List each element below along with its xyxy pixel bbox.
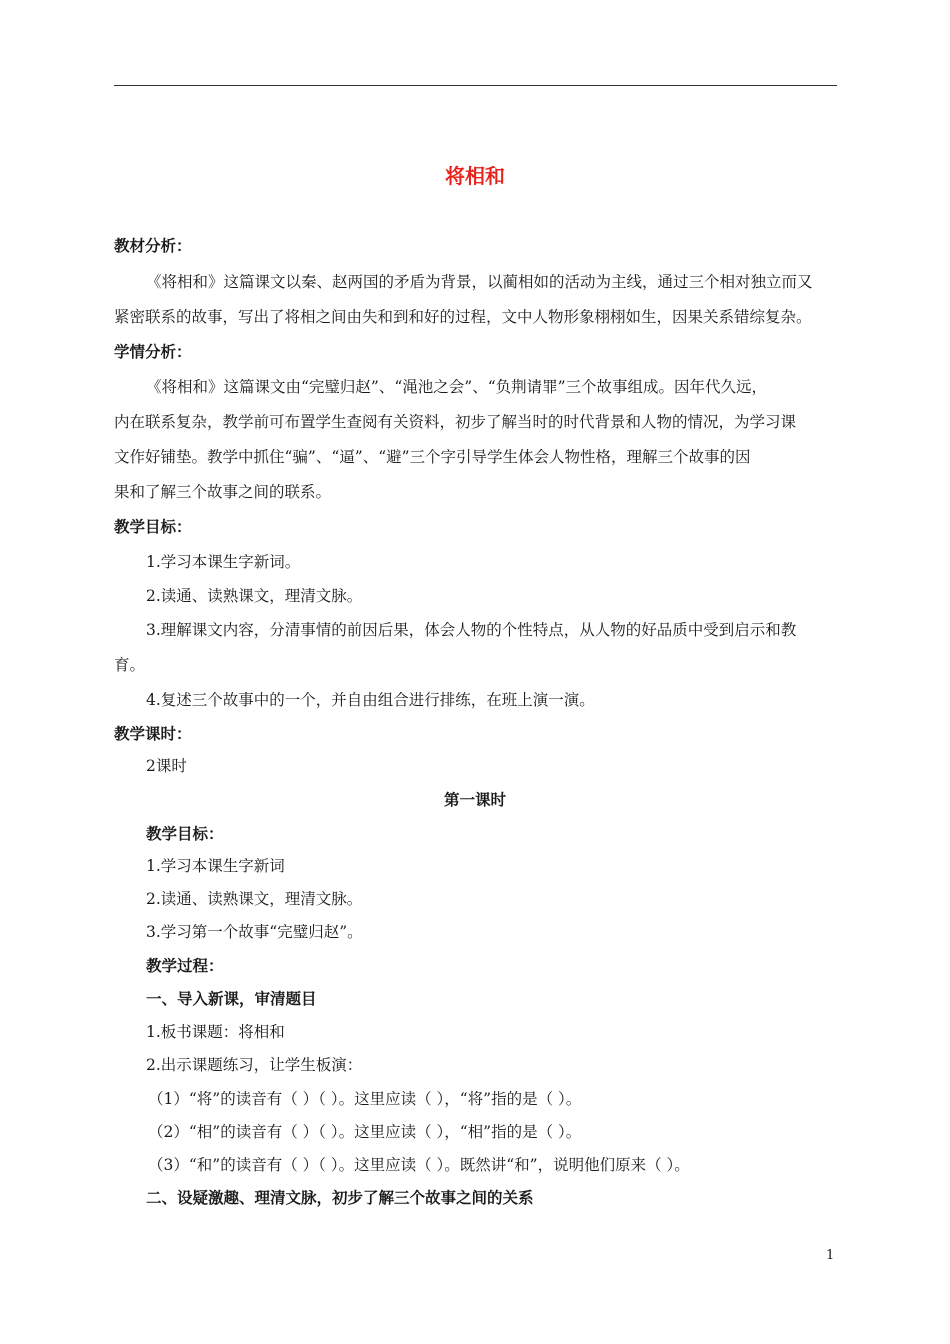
page-number: 1: [826, 1248, 835, 1263]
document-title: 将相和: [445, 164, 505, 188]
goal-item: 1.学习本课生字新词。: [146, 553, 301, 571]
goal-item-continued: 育。: [114, 656, 146, 674]
heading-teaching-goals: 教学目标：: [114, 517, 192, 536]
exercise-item: （2）“相”的读音有（ ）（ ）。这里应读（ ），“相”指的是（ ）。: [148, 1123, 582, 1141]
lesson-goal-item: 2.读通、读熟课文，理清文脉。: [146, 890, 363, 908]
paragraph-line: 紧密联系的故事，写出了将相之间由失和到和好的过程，文中人物形象栩栩如生，因果关系错综复杂。: [114, 308, 812, 326]
step-one-heading: 一、导入新课，审清题目: [146, 989, 317, 1008]
step-item: 2.出示课题练习，让学生板演：: [146, 1056, 363, 1074]
heading-material-analysis: 教材分析：: [114, 236, 192, 255]
process-heading: 教学过程：: [146, 956, 224, 975]
lesson-goal-item: 3.学习第一个故事“完璧归赵”。: [146, 923, 363, 941]
lesson-one-heading: 第一课时: [443, 790, 506, 809]
exercise-item: （3）“和”的读音有（ ）（ ）。这里应读（ ）。既然讲“和”，说明他们原来（ ）。: [148, 1156, 690, 1174]
lesson-goals-heading: 教学目标：: [146, 824, 224, 843]
paragraph-line: 文作好铺垫。教学中抓住“骗”、“逼”、“避”三个字引导学生体会人物性格，理解三个故事的因: [114, 448, 751, 466]
header-rule: [114, 85, 837, 86]
paragraph-line: 《将相和》这篇课文由“完璧归赵”、“渑池之会”、“负荆请罪”三个故事组成。因年代久远，: [146, 378, 768, 396]
paragraph-line: 《将相和》这篇课文以秦、赵两国的矛盾为背景，以蔺相如的活动为主线，通过三个相对独立而又: [146, 273, 813, 291]
class-hours-value: 2课时: [146, 757, 187, 775]
paragraph-line: 内在联系复杂，教学前可布置学生查阅有关资料，初步了解当时的时代背景和人物的情况，为学习课: [114, 413, 797, 431]
goal-item: 3.理解课文内容，分清事情的前因后果，体会人物的个性特点，从人物的好品质中受到启示和教: [146, 621, 797, 639]
paragraph-line: 果和了解三个故事之间的联系。: [114, 483, 332, 501]
step-item: 1.板书课题：将相和: [146, 1023, 285, 1041]
lesson-goal-item: 1.学习本课生字新词: [146, 857, 285, 875]
exercise-item: （1）“将”的读音有（ ）（ ）。这里应读（ ），“将”指的是（ ）。: [148, 1090, 582, 1108]
step-two-heading: 二、设疑激趣、理清文脉，初步了解三个故事之间的关系: [146, 1188, 534, 1207]
goal-item: 4.复述三个故事中的一个，并自由组合进行排练，在班上演一演。: [146, 691, 595, 709]
heading-class-hours: 教学课时：: [114, 724, 192, 743]
goal-item: 2.读通、读熟课文，理清文脉。: [146, 587, 363, 605]
heading-student-analysis: 学情分析：: [114, 342, 192, 361]
